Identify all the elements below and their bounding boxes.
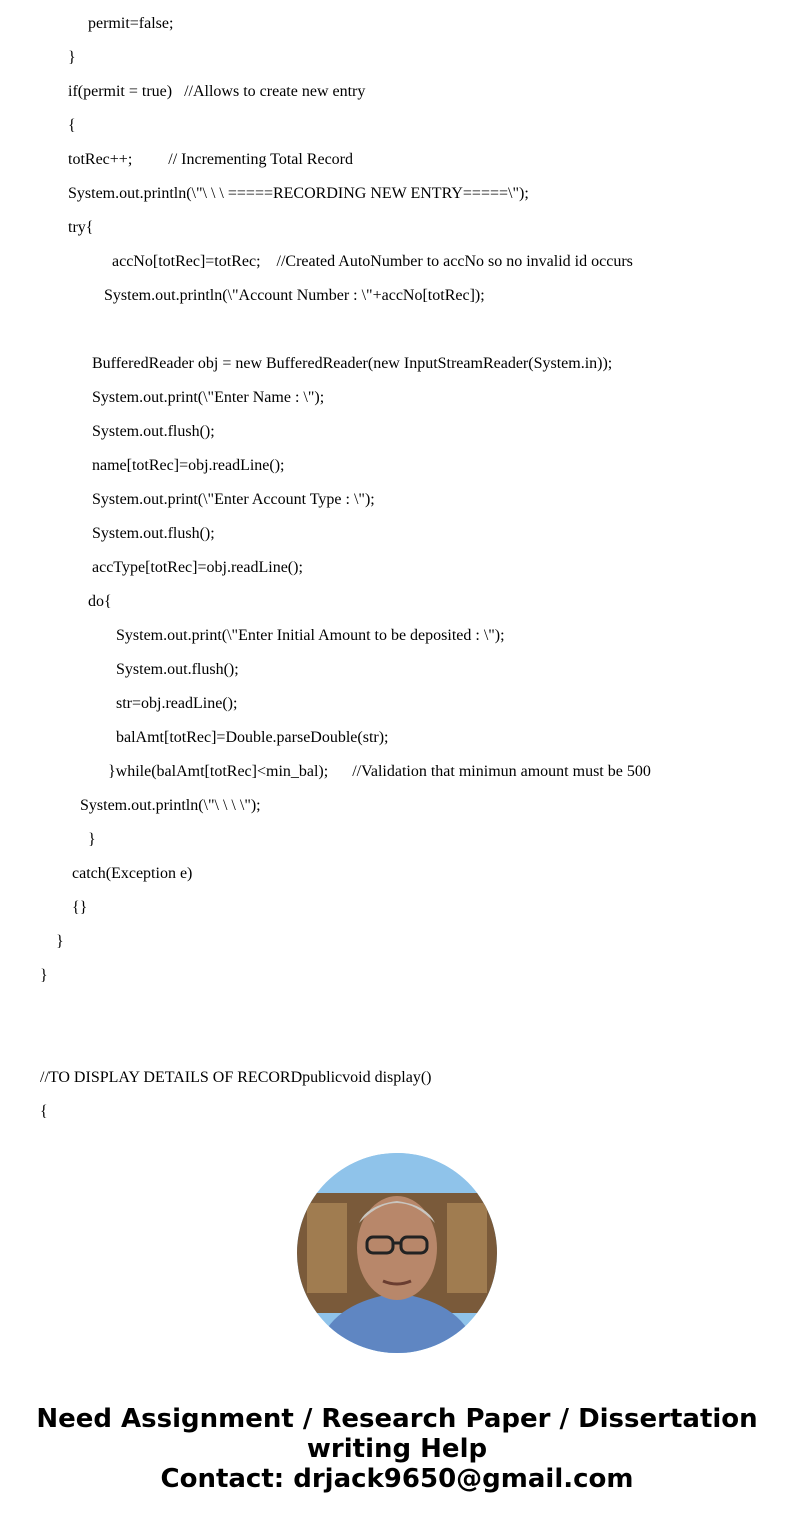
code-line: System.out.print(\"Enter Name : \"); — [92, 389, 325, 406]
code-line: System.out.flush(); — [92, 525, 215, 542]
code-line: { — [68, 117, 76, 134]
code-line: balAmt[totRec]=Double.parseDouble(str); — [116, 729, 389, 746]
code-line: System.out.flush(); — [92, 423, 215, 440]
code-line: System.out.flush(); — [116, 661, 239, 678]
code-line: } — [56, 933, 64, 950]
code-line: } — [40, 967, 48, 984]
help-banner-line1: Need Assignment / Research Paper / Dissertation — [36, 1404, 758, 1434]
code-line: System.out.print(\"Enter Initial Amount to be deposited : \"); — [116, 627, 505, 644]
code-line: //TO DISPLAY DETAILS OF RECORDpublicvoid display() — [40, 1069, 432, 1086]
code-line: System.out.println(\"\ \ \ =====RECORDING NEW ENTRY=====\"); — [68, 185, 529, 202]
code-line: } — [88, 831, 96, 848]
code-line: name[totRec]=obj.readLine(); — [92, 457, 285, 474]
code-line: { — [40, 1103, 48, 1120]
code-line: BufferedReader obj = new BufferedReader(new InputStreamReader(System.in)); — [92, 355, 613, 372]
code-line: System.out.println(\"\ \ \ \"); — [80, 797, 261, 814]
code-line: try{ — [68, 219, 94, 236]
code-line: str=obj.readLine(); — [116, 695, 238, 712]
code-line: accNo[totRec]=totRec; //Created AutoNumber to accNo so no invalid id occurs — [112, 253, 633, 270]
code-line: {} — [72, 899, 88, 916]
code-line: catch(Exception e) — [72, 865, 193, 882]
person-photo — [297, 1153, 497, 1353]
help-banner-line2: writing Help — [306, 1434, 488, 1464]
code-line: totRec++; // Incrementing Total Record — [68, 151, 354, 168]
code-line: accType[totRec]=obj.readLine(); — [92, 559, 303, 576]
code-line: System.out.println(\"Account Number : \"+accNo[totRec]); — [104, 287, 485, 304]
code-line: System.out.print(\"Enter Account Type : \"); — [92, 491, 375, 508]
code-line: permit=false; — [88, 15, 174, 32]
code-line: } — [68, 49, 76, 66]
code-line: do{ — [88, 593, 112, 610]
code-line: }while(balAmt[totRec]<min_bal); //Validation that minimun amount must be 500 — [108, 763, 651, 780]
code-line: if(permit = true) //Allows to create new entry — [68, 83, 366, 100]
contact-email: Contact: drjack9650@gmail.com — [160, 1464, 634, 1494]
avatar — [297, 1153, 497, 1353]
